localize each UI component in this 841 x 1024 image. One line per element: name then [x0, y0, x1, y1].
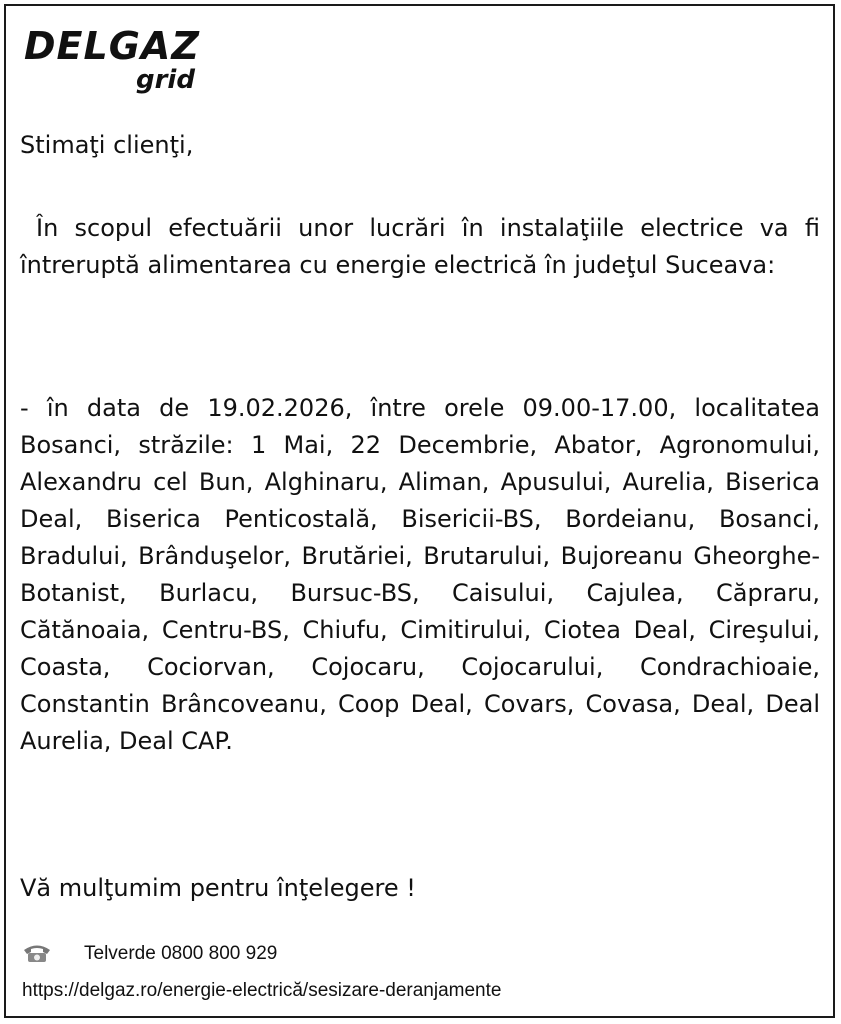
thanks-line: Vă mulţumim pentru înţelegere !: [20, 874, 416, 902]
phone-number: Telverde 0800 800 929: [84, 943, 278, 964]
outage-details: - în data de 19.02.2026, între orele 09.00-17.00, localitatea Bosanci, străzile: 1 Mai, 22 Decembrie, Abator, Agronomului, Alexandru cel Bun, Alghinaru, Aliman, Apusului, Aurelia, Biserica Deal, Biserica Penticostală, Bisericii-BS, Bordeianu, Bosanci, Bradului, Brânduşelor, Brutăriei, Brutarului, Bujoreanu Gheorghe-Botanist, Burlacu, Bursuc-BS, Caisului, Cajulea, Căpraru, Cătănoaia, Centru-BS, Chiufu, Cimitirului, Ciotea Deal, Cireşului, Coasta, Cociorvan, Cojocaru, Cojocarului, Condrachioaie, Constantin Brâncoveanu, Coop Deal, Covars, Covasa, Deal, Deal Aurelia, Deal CAP.: [20, 394, 820, 755]
intro-paragraph: În scopul efectuării unor lucrări în instalaţiile electrice va fi întreruptă alimentarea cu energie electrică în judeţul Suceava:: [20, 214, 820, 279]
logo-name: DELGAZ: [24, 24, 200, 68]
greeting: Stimaţi clienţi,: [20, 131, 194, 159]
logo-sub: grid: [136, 65, 195, 95]
telephone-icon: [22, 941, 52, 963]
delgaz-grid-logo: [24, 26, 224, 96]
contact-line: [22, 936, 622, 976]
report-url[interactable]: https://delgaz.ro/energie-electrică/sesizare-deranjamente: [22, 980, 502, 1001]
